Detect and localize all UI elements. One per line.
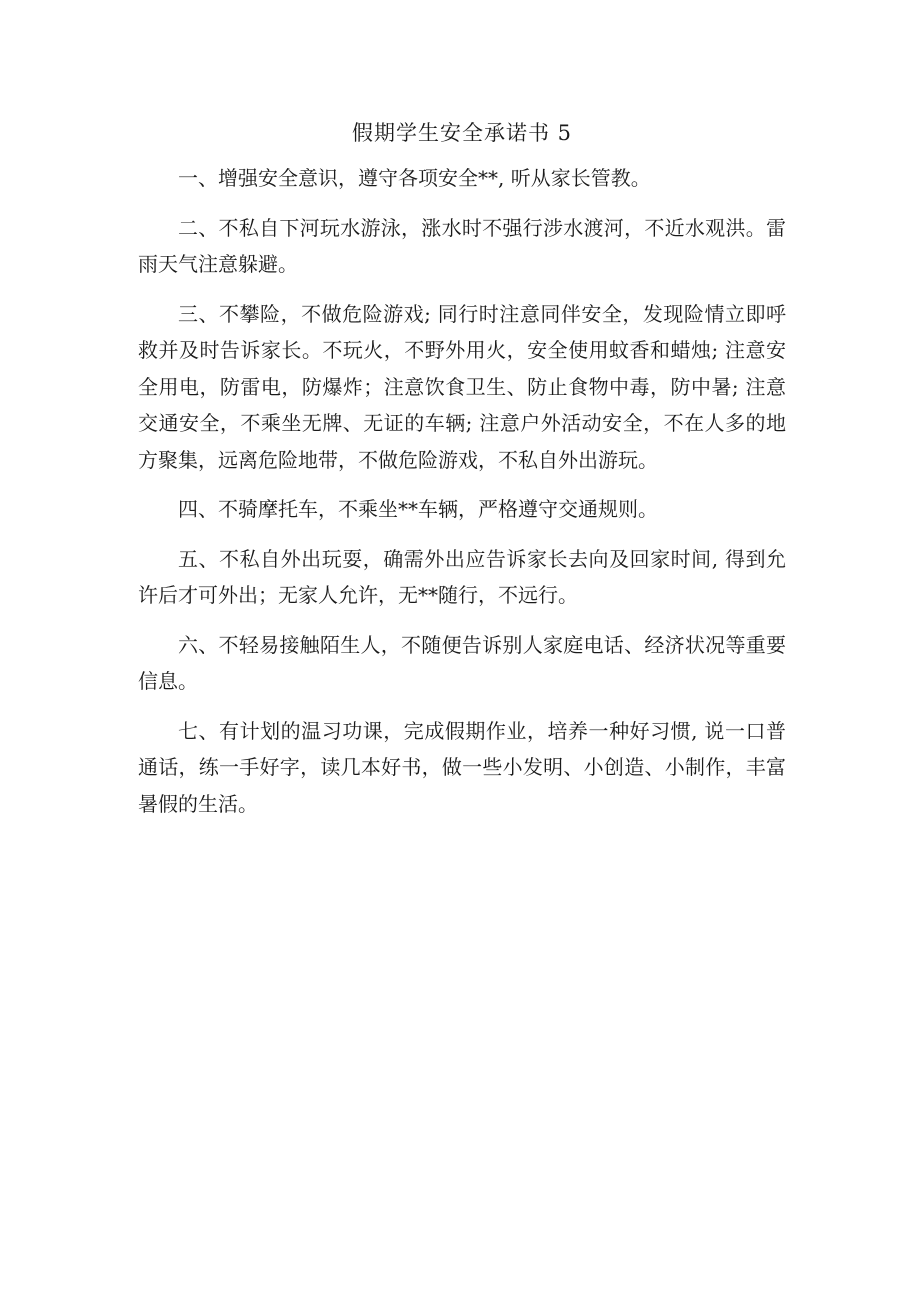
paragraph-5: 五、不私自外出玩耍，确需外出应告诉家长去向及回家时间, 得到允许后才可外出；无家人允许，无**随行，不远行。 [138,546,786,607]
paragraph-4: 四、不骑摩托车，不乘坐**车辆，严格遵守交通规则。 [178,497,658,521]
document-title: 假期学生安全承诺书 5 [351,121,573,145]
document-body [138,116,786,835]
paragraph-3: 三、不攀险，不做危险游戏; 同行时注意同伴安全，发现险情立即呼救并及时告诉家长。不玩火，不野外用火，安全使用蚊香和蜡烛; 注意安全用电，防雷电，防爆炸；注意饮食卫生、防止食物中毒，防中暑; 注意交通安全，不乘坐无牌、无证的车辆; 注意户外活动安全，不在人多的地方聚集，远离危险地带，不做危险游戏，不私自外出游玩。 [138,301,786,472]
paragraph-2: 二、不私自下河玩水游泳，涨水时不强行涉水渡河，不近水观洪。雷雨天气注意躲避。 [138,215,786,276]
paragraph-1: 一、增强安全意识，遵守各项安全**, 听从家长管教。 [178,166,651,190]
paragraph-6: 六、不轻易接触陌生人，不随便告诉别人家庭电话、经济状况等重要信息。 [138,632,786,693]
paragraph-7: 七、有计划的温习功课，完成假期作业，培养一种好习惯, 说一口普通话，练一手好字，读几本好书，做一些小发明、小创造、小制作，丰富暑假的生活。 [138,718,786,816]
